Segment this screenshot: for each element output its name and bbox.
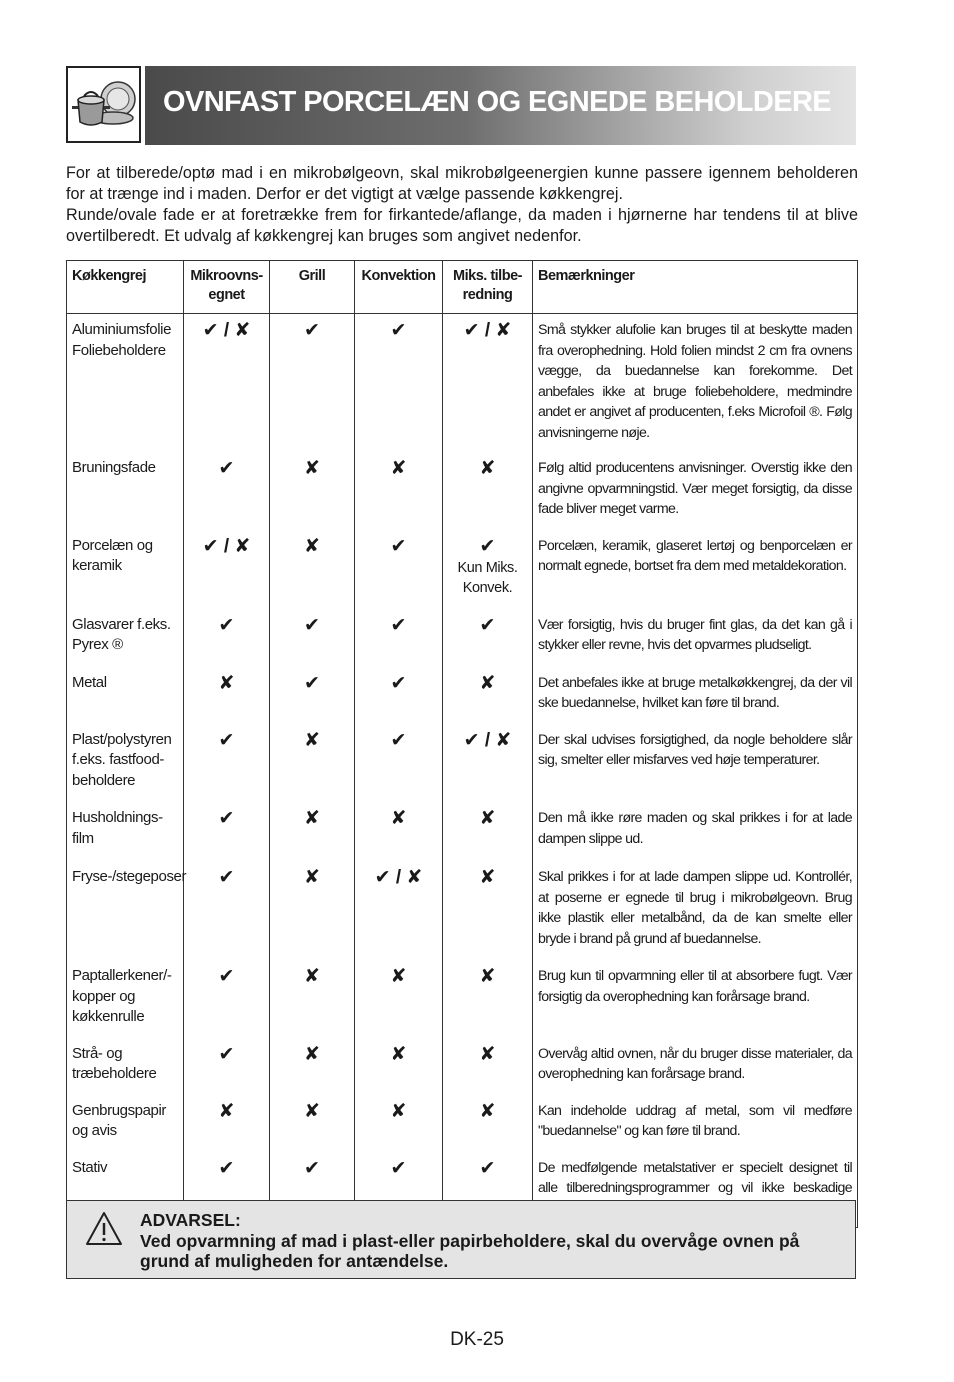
warning-text xyxy=(140,1210,841,1272)
cookware-table xyxy=(66,260,858,1228)
grill-cell xyxy=(270,957,355,1036)
cookware-name: Bruningsfade xyxy=(67,451,184,528)
microwave-cell xyxy=(184,857,270,957)
header-bar xyxy=(145,66,856,145)
table-row xyxy=(67,314,858,452)
remark-text: Små stykker alufolie kan bruges til at beskytte maden fra overophedning. Hold folien mindst 2 cm fra ovnens vægge, da buedannelse kan forekomme. Det anbefales ikke at bruge foliebeholdere, medmindre andet er angivet af producenten, f.eks Microfoil ®. Følg anvisningerne nøje. xyxy=(533,314,858,452)
cookware-icon xyxy=(66,66,141,143)
mixed-cell xyxy=(443,1093,533,1150)
mixed-cell xyxy=(443,1036,533,1093)
table-row xyxy=(67,1036,858,1093)
cookware-name: Porcelæn og keramik xyxy=(67,528,184,607)
symbol-mark: ✔ xyxy=(218,1157,235,1179)
grill-cell xyxy=(270,799,355,857)
symbol-mark: ✘ xyxy=(479,808,496,829)
grill-cell xyxy=(270,857,355,957)
symbol-mark: ✘ xyxy=(304,867,320,888)
symbol-mark: ✔ xyxy=(390,672,407,694)
symbol-mark: ✘ xyxy=(304,1043,320,1065)
symbol-mark: ✘ xyxy=(218,1100,235,1122)
convection-cell xyxy=(355,607,443,664)
warning-title: ADVARSEL: xyxy=(140,1210,241,1230)
symbol-mark: ✔ xyxy=(218,808,235,829)
remark-text: Vær forsigtig, hvis du bruger fint glas, da det kan gå i stykker eller revne, hvis det opvarmes pludseligt. xyxy=(533,607,858,664)
symbol-mark: ✘ xyxy=(304,808,320,829)
mixed-note: Kun Miks. Konvek. xyxy=(457,559,518,596)
symbol-mark: ✔ xyxy=(304,1157,320,1179)
remark-text: Overvåg altid ovnen, når du bruger disse materialer, da overophedning kan forårsage brand. xyxy=(533,1036,858,1093)
symbol-mark: ✘ xyxy=(479,1043,496,1065)
symbol-mark: ✔ xyxy=(390,1157,407,1179)
mixed-cell xyxy=(443,957,533,1036)
mixed-cell xyxy=(443,528,533,607)
convection-cell xyxy=(355,957,443,1036)
symbol-mark: ✔ / ✘ xyxy=(202,320,251,341)
convection-cell xyxy=(355,857,443,957)
symbol-mark: ✘ xyxy=(390,1043,407,1065)
cookware-name: Aluminiumsfolie Foliebeholdere xyxy=(67,314,184,452)
microwave-cell xyxy=(184,722,270,800)
symbol-mark: ✘ xyxy=(304,966,320,987)
cookware-name: Stativ xyxy=(67,1150,184,1228)
warning-icon xyxy=(85,1211,123,1247)
column-header: Konvektion xyxy=(355,261,443,314)
symbol-mark: ✔ xyxy=(218,729,235,751)
symbol-mark: ✘ xyxy=(479,458,496,479)
remark-text: Følg altid producentens anvisninger. Overstig ikke den angivne opvarmningstid. Vær meget forsigtig, da disse fade bliver meget varme. xyxy=(533,451,858,528)
remark-text: Porcelæn, keramik, glaseret lertøj og benporcelæn er normalt egnede, bortset fra dem med metaldekoration. xyxy=(533,528,858,607)
symbol-mark: ✔ xyxy=(304,672,320,694)
warning-message: Ved opvarmning af mad i plast-eller papirbeholdere, skal du overvåge ovnen på grund af muligheden for antændelse. xyxy=(140,1230,800,1271)
column-header: Køkkengrej xyxy=(67,261,184,314)
symbol-mark: ✘ xyxy=(479,966,496,987)
symbol-mark: ✔ xyxy=(218,867,235,888)
microwave-cell xyxy=(184,1093,270,1150)
intro-text xyxy=(66,163,858,247)
mixed-cell xyxy=(443,607,533,664)
symbol-mark: ✔ / ✘ xyxy=(463,729,512,751)
symbol-mark: ✔ xyxy=(218,458,235,479)
symbol-mark: ✔ xyxy=(218,1043,235,1065)
convection-cell xyxy=(355,314,443,452)
table-row xyxy=(67,528,858,607)
intro-paragraph: Runde/ovale fade er at foretrække frem for firkantede/aflange, da maden i hjørnerne har tendens til at blive overtilberedt. Et udvalg af køkkengrej kan bruges som angivet nedenfor. xyxy=(66,206,858,245)
column-header: Grill xyxy=(270,261,355,314)
symbol-mark: ✔ xyxy=(479,535,496,557)
table-row xyxy=(67,1093,858,1150)
remark-text: Brug kun til opvarmning eller til at absorbere fugt. Vær forsigtig da overophedning kan forårsage brand. xyxy=(533,957,858,1036)
symbol-mark: ✘ xyxy=(390,808,407,829)
cookware-name: Glasvarer f.eks. Pyrex ® xyxy=(67,607,184,664)
symbol-mark: ✘ xyxy=(218,672,235,694)
table-row xyxy=(67,799,858,857)
cookware-name: Plast/polystyren f.eks. fastfood-beholdere xyxy=(67,722,184,800)
symbol-mark: ✘ xyxy=(479,672,496,694)
cookware-name: Metal xyxy=(67,664,184,722)
grill-cell xyxy=(270,528,355,607)
mixed-cell xyxy=(443,451,533,528)
cookware-name: Strå- og træbeholdere xyxy=(67,1036,184,1093)
table-row xyxy=(67,857,858,957)
mixed-cell xyxy=(443,857,533,957)
column-header: Miks. tilbe-redning xyxy=(443,261,533,314)
table-row xyxy=(67,957,858,1036)
grill-cell xyxy=(270,314,355,452)
table-row xyxy=(67,607,858,664)
remark-text: Det anbefales ikke at bruge metalkøkkengrej, da der vil ske buedannelse, hvilket kan føre til brand. xyxy=(533,664,858,722)
microwave-cell xyxy=(184,664,270,722)
symbol-mark: ✔ xyxy=(218,966,235,987)
column-header: Bemærkninger xyxy=(533,261,858,314)
mixed-cell xyxy=(443,664,533,722)
section-header xyxy=(66,66,856,145)
microwave-cell xyxy=(184,1036,270,1093)
remark-text: Den må ikke røre maden og skal prikkes i for at lade dampen slippe ud. xyxy=(533,799,858,857)
grill-cell xyxy=(270,451,355,528)
microwave-cell xyxy=(184,957,270,1036)
cookware-name: Fryse-/stegeposer xyxy=(67,857,184,957)
symbol-mark: ✔ xyxy=(390,729,407,751)
symbol-mark: ✔ xyxy=(390,320,407,341)
microwave-cell xyxy=(184,528,270,607)
convection-cell xyxy=(355,1093,443,1150)
cookware-name: Husholdnings-film xyxy=(67,799,184,857)
convection-cell xyxy=(355,1036,443,1093)
symbol-mark: ✔ / ✘ xyxy=(374,867,423,888)
cookware-name: Paptallerkener/-kopper og køkkenrulle xyxy=(67,957,184,1036)
symbol-mark: ✔ / ✘ xyxy=(463,320,512,341)
symbol-mark: ✔ xyxy=(390,614,407,636)
microwave-cell xyxy=(184,451,270,528)
microwave-cell xyxy=(184,607,270,664)
convection-cell xyxy=(355,722,443,800)
mixed-cell xyxy=(443,722,533,800)
symbol-mark: ✔ xyxy=(218,614,235,636)
symbol-mark: ✔ xyxy=(304,320,320,341)
symbol-mark: ✔ xyxy=(304,614,320,636)
grill-cell xyxy=(270,1036,355,1093)
remark-text: Skal prikkes i for at lade dampen slippe ud. Kontrollér, at poserne er egnede til brug i mikrobølgeovn. Brug ikke plastik eller metalbånd, da de kan smelte eller bryde i brand på grund af buedannelse. xyxy=(533,857,858,957)
convection-cell xyxy=(355,799,443,857)
convection-cell xyxy=(355,528,443,607)
symbol-mark: ✔ xyxy=(479,614,496,636)
warning-box xyxy=(66,1200,856,1279)
page-title: OVNFAST PORCELÆN OG EGNEDE BEHOLDERE xyxy=(163,86,832,118)
microwave-cell xyxy=(184,799,270,857)
intro-paragraph: For at tilberede/optø mad i en mikrobølgeovn, skal mikrobølgeenergien kunne passere igennem beholderen for at trænge ind i maden. Derfor er det vigtigt at vælge passende køkkengrej. xyxy=(66,164,858,203)
symbol-mark: ✘ xyxy=(390,1100,407,1122)
symbol-mark: ✔ xyxy=(390,535,407,557)
symbol-mark: ✘ xyxy=(304,458,320,479)
table-row xyxy=(67,451,858,528)
cookware-name: Genbrugspapir og avis xyxy=(67,1093,184,1150)
remark-text: Kan indeholde uddrag af metal, som vil medføre "buedannelse" og kan føre til brand. xyxy=(533,1093,858,1150)
convection-cell xyxy=(355,664,443,722)
microwave-cell xyxy=(184,314,270,452)
symbol-mark: ✘ xyxy=(479,867,496,888)
symbol-mark: ✘ xyxy=(304,729,320,751)
grill-cell xyxy=(270,722,355,800)
symbol-mark: ✘ xyxy=(304,1100,320,1122)
symbol-mark: ✔ / ✘ xyxy=(202,535,251,557)
symbol-mark: ✘ xyxy=(390,458,407,479)
remark-text: Der skal udvises forsigtighed, da nogle beholdere slår sig, smelter eller misfarves ved høje temperaturer. xyxy=(533,722,858,800)
symbol-mark: ✘ xyxy=(479,1100,496,1122)
mixed-cell xyxy=(443,314,533,452)
remark-text: De medfølgende metalstativer er specielt designet til alle tilberedningsprogrammer og vil ikke beskadige xyxy=(533,1150,858,1228)
table-row xyxy=(67,722,858,800)
grill-cell xyxy=(270,664,355,722)
grill-cell xyxy=(270,1093,355,1150)
symbol-mark: ✔ xyxy=(479,1157,496,1179)
column-header: Mikroovns-egnet xyxy=(184,261,270,314)
table-header-row xyxy=(67,261,858,314)
convection-cell xyxy=(355,451,443,528)
page-number: DK-25 xyxy=(450,1329,504,1350)
table-row xyxy=(67,664,858,722)
symbol-mark: ✘ xyxy=(304,535,320,557)
grill-cell xyxy=(270,607,355,664)
mixed-cell xyxy=(443,799,533,857)
symbol-mark: ✘ xyxy=(390,966,407,987)
